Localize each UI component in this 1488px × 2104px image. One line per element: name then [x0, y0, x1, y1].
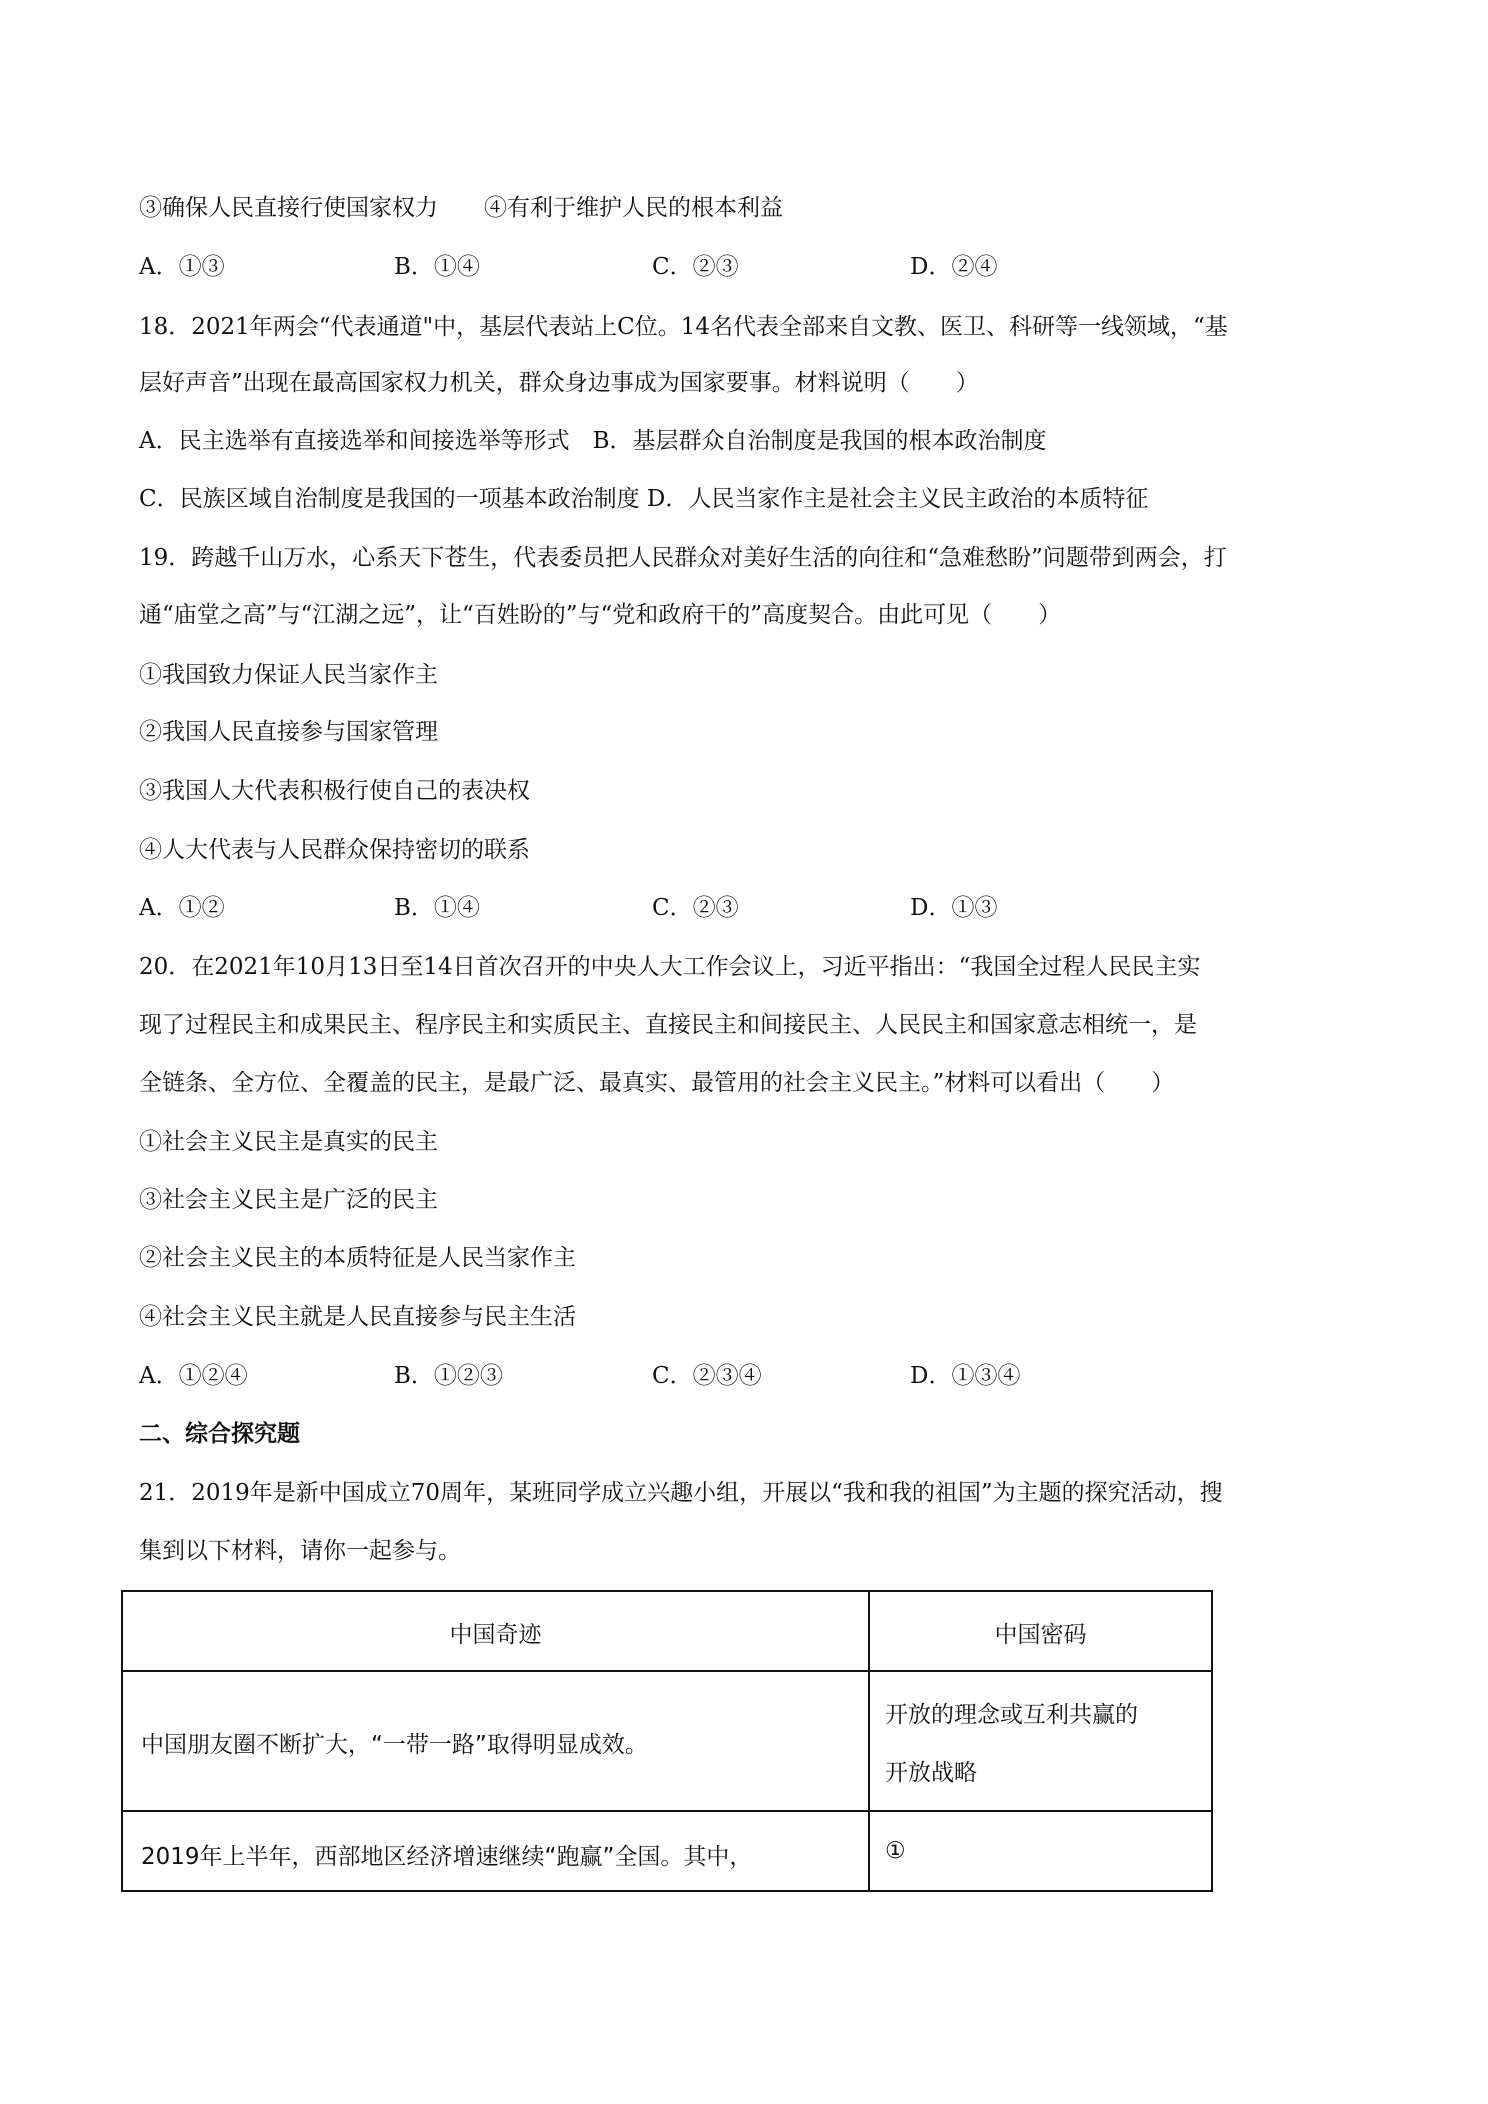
q21-stem-line-1: 21．2019年是新中国成立70周年，某班同学成立兴趣小组，开展以“我和我的祖国”为主题的探究活动，搜 — [139, 1480, 1223, 1506]
table-row-1-code-line-1: 开放的理念或互利共赢的 — [885, 1702, 1138, 1728]
q19-option-a: A．①② — [139, 895, 225, 921]
table-header-miracle: 中国奇迹 — [449, 1622, 542, 1648]
q18-stem-line-1: 18．2021年两会“代表通道"中，基层代表站上C位。14名代表全部来自文教、医卫、科研等一线领域，“基 — [139, 314, 1228, 340]
q19-statement-2: ②我国人民直接参与国家管理 — [139, 719, 438, 745]
q20-statement-3: ②社会主义民主的本质特征是人民当家作主 — [139, 1245, 576, 1271]
q17-option-d: D．②④ — [910, 254, 998, 280]
q20-statement-2: ③社会主义民主是广泛的民主 — [139, 1187, 438, 1213]
table-row-2-code-line-1: ① — [885, 1838, 906, 1864]
q20-stem-line-3: 全链条、全方位、全覆盖的民主，是最广泛、最真实、最管用的社会主义民主。”材料可以看出（ ） — [139, 1070, 1175, 1096]
q20-option-a: A．①②④ — [139, 1363, 248, 1389]
q19-option-d: D．①③ — [910, 895, 998, 921]
q20-option-c: C．②③④ — [652, 1363, 762, 1389]
table-row-1-miracle: 中国朋友圈不断扩大，“一带一路”取得明显成效。 — [141, 1732, 648, 1758]
q19-statement-4: ④人大代表与人民群众保持密切的联系 — [139, 837, 530, 863]
q17-statements-line: ③确保人民直接行使国家权力 ④有利于维护人民的根本利益 — [139, 195, 783, 221]
table-row-2-miracle: 2019年上半年，西部地区经济增速继续“跑赢”全国。其中， — [141, 1844, 753, 1870]
q21-table — [121, 1590, 1213, 1892]
q17-option-c: C．②③ — [652, 254, 739, 280]
q20-stem-line-1: 20．在2021年10月13日至14日首次召开的中央人大工作会议上，习近平指出：“我国全过程人民民主实 — [139, 954, 1201, 980]
table-row-divider — [123, 1670, 1211, 1672]
q18-option-line-1: A．民主选举有直接选举和间接选举等形式 B．基层群众自治制度是我国的根本政治制度 — [139, 428, 1047, 454]
table-row-1-code-line-2: 开放战略 — [885, 1760, 977, 1786]
q19-option-c: C．②③ — [652, 895, 739, 921]
q18-stem-line-2: 层好声音”出现在最高国家权力机关，群众身边事成为国家要事。材料说明（ ） — [139, 370, 979, 396]
q20-statement-4: ④社会主义民主就是人民直接参与民主生活 — [139, 1304, 576, 1330]
q21-stem-line-2: 集到以下材料，请你一起参与。 — [139, 1538, 461, 1564]
q19-option-b: B．①④ — [394, 895, 480, 921]
q19-statement-3: ③我国人大代表积极行使自己的表决权 — [139, 778, 530, 804]
q19-stem-line-1: 19．跨越千山万水，心系天下苍生，代表委员把人民群众对美好生活的向往和“急难愁盼”问题带到两会，打 — [139, 545, 1227, 571]
q20-option-b: B．①②③ — [394, 1363, 503, 1389]
q20-option-d: D．①③④ — [910, 1363, 1021, 1389]
table-header-code: 中国密码 — [994, 1622, 1087, 1648]
table-row-divider — [123, 1810, 1211, 1812]
q20-statement-1: ①社会主义民主是真实的民主 — [139, 1129, 438, 1155]
q19-stem-line-2: 通“庙堂之高”与“江湖之远”，让“百姓盼的”与“党和政府干的”高度契合。由此可见（ ） — [139, 602, 1062, 628]
section-heading: 二、综合探究题 — [139, 1421, 300, 1447]
q20-stem-line-2: 现了过程民主和成果民主、程序民主和实质民主、直接民主和间接民主、人民民主和国家意志相统一，是 — [139, 1012, 1197, 1038]
q17-option-b: B．①④ — [394, 254, 480, 280]
q17-option-a: A．①③ — [139, 254, 225, 280]
q19-statement-1: ①我国致力保证人民当家作主 — [139, 662, 438, 688]
q18-option-line-2: C．民族区域自治制度是我国的一项基本政治制度 D．人民当家作主是社会主义民主政治的本质特征 — [139, 486, 1149, 512]
